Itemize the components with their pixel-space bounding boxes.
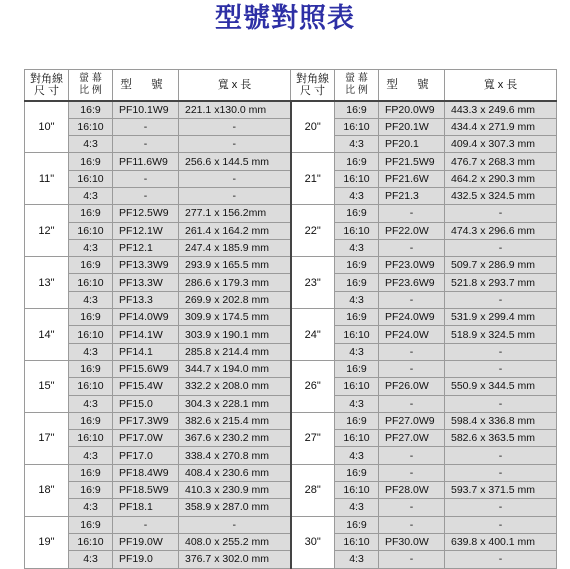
ratio-cell: 16:9	[335, 153, 379, 170]
model-cell: PF19.0	[113, 551, 179, 568]
model-cell: FP20.0W9	[379, 101, 445, 118]
dimensions-cell: 293.9 x 165.5 mm	[179, 257, 291, 274]
ratio-cell: 16:9	[335, 274, 379, 291]
ratio-cell: 16:10	[69, 222, 113, 239]
ratio-cell: 16:9	[69, 101, 113, 118]
model-cell: PF23.0W9	[379, 257, 445, 274]
header-ratio-right: 螢 幕 比 例	[335, 70, 379, 102]
model-cell: PF24.0W	[379, 326, 445, 343]
model-cell: -	[379, 551, 445, 568]
model-cell: PF21.5W9	[379, 153, 445, 170]
header-model-right: 型 號	[379, 70, 445, 102]
dimensions-cell: -	[445, 464, 557, 481]
ratio-cell: 16:10	[335, 118, 379, 135]
model-cell: PF18.1	[113, 499, 179, 516]
model-cell: PF27.0W	[379, 430, 445, 447]
model-cell: PF20.1W	[379, 118, 445, 135]
model-cell: -	[113, 136, 179, 153]
dimensions-cell: 509.7 x 286.9 mm	[445, 257, 557, 274]
dimensions-cell: 593.7 x 371.5 mm	[445, 482, 557, 499]
ratio-cell: 16:10	[69, 430, 113, 447]
dimensions-cell: 550.9 x 344.5 mm	[445, 378, 557, 395]
dimensions-cell: 518.9 x 324.5 mm	[445, 326, 557, 343]
model-cell: PF13.3W9	[113, 257, 179, 274]
ratio-cell: 4:3	[335, 291, 379, 308]
ratio-cell: 16:9	[69, 257, 113, 274]
model-cell: -	[113, 187, 179, 204]
model-cell: PF28.0W	[379, 482, 445, 499]
ratio-cell: 16:10	[69, 326, 113, 343]
ratio-cell: 16:10	[335, 222, 379, 239]
ratio-cell: 16:9	[69, 360, 113, 377]
ratio-cell: 4:3	[335, 551, 379, 568]
dimensions-cell: -	[445, 205, 557, 222]
model-cell: PF13.3W	[113, 274, 179, 291]
model-cell: -	[379, 464, 445, 481]
size-cell: 21"	[291, 153, 335, 205]
model-cell: -	[113, 170, 179, 187]
size-cell: 14"	[25, 309, 69, 361]
model-cell: PF21.6W	[379, 170, 445, 187]
model-cell: PF13.3	[113, 291, 179, 308]
size-cell: 18"	[25, 464, 69, 516]
size-cell: 13"	[25, 257, 69, 309]
dimensions-cell: -	[445, 343, 557, 360]
model-cell: -	[379, 395, 445, 412]
ratio-cell: 16:9	[335, 516, 379, 533]
ratio-cell: 16:9	[69, 205, 113, 222]
ratio-cell: 16:10	[335, 533, 379, 550]
model-cell: PF14.0W9	[113, 309, 179, 326]
ratio-cell: 4:3	[69, 239, 113, 256]
dimensions-cell: 432.5 x 324.5 mm	[445, 187, 557, 204]
dimensions-cell: -	[445, 551, 557, 568]
ratio-cell: 16:10	[69, 118, 113, 135]
ratio-cell: 4:3	[335, 239, 379, 256]
model-cell: PF22.0W	[379, 222, 445, 239]
ratio-cell: 4:3	[69, 343, 113, 360]
header-ratio: 螢 幕 比 例	[69, 70, 113, 102]
model-cell: PF15.4W	[113, 378, 179, 395]
dimensions-cell: 434.4 x 271.9 mm	[445, 118, 557, 135]
model-cell: PF26.0W	[379, 378, 445, 395]
ratio-cell: 16:9	[335, 412, 379, 429]
dimensions-cell: 408.4 x 230.6 mm	[179, 464, 291, 481]
ratio-cell: 16:9	[335, 101, 379, 118]
model-cell: PF14.1W	[113, 326, 179, 343]
dimensions-cell: -	[179, 170, 291, 187]
ratio-cell: 16:9	[335, 360, 379, 377]
ratio-cell: 4:3	[335, 395, 379, 412]
header-row	[25, 70, 557, 102]
table-row	[25, 309, 557, 326]
header-size: 對角線 尺 寸	[25, 70, 69, 102]
ratio-cell: 16:10	[335, 430, 379, 447]
model-cell: PF27.0W9	[379, 412, 445, 429]
model-cell: -	[379, 516, 445, 533]
model-cell: PF19.0W	[113, 533, 179, 550]
dimensions-cell: 304.3 x 228.1 mm	[179, 395, 291, 412]
ratio-cell: 16:9	[335, 464, 379, 481]
ratio-cell: 4:3	[69, 447, 113, 464]
ratio-cell: 16:10	[69, 378, 113, 395]
ratio-cell: 16:9	[335, 257, 379, 274]
model-cell: PF15.6W9	[113, 360, 179, 377]
size-cell: 20"	[291, 101, 335, 153]
table-row	[25, 257, 557, 274]
size-cell: 10"	[25, 101, 69, 153]
ratio-cell: 16:9	[335, 205, 379, 222]
dimensions-cell: 443.3 x 249.6 mm	[445, 101, 557, 118]
dimensions-cell: -	[179, 187, 291, 204]
ratio-cell: 16:10	[335, 482, 379, 499]
dimensions-cell: 410.3 x 230.9 mm	[179, 482, 291, 499]
table-row	[25, 101, 557, 118]
table-row	[25, 153, 557, 170]
dimensions-cell: 303.9 x 190.1 mm	[179, 326, 291, 343]
dimensions-cell: 476.7 x 268.3 mm	[445, 153, 557, 170]
header-model: 型 號	[113, 70, 179, 102]
dimensions-cell: 256.6 x 144.5 mm	[179, 153, 291, 170]
dimensions-cell: 531.9 x 299.4 mm	[445, 309, 557, 326]
model-cell: PF18.5W9	[113, 482, 179, 499]
table-row	[25, 516, 557, 533]
size-cell: 30"	[291, 516, 335, 568]
ratio-cell: 16:9	[69, 482, 113, 499]
dimensions-cell: 408.0 x 255.2 mm	[179, 533, 291, 550]
dimensions-cell: 338.4 x 270.8 mm	[179, 447, 291, 464]
ratio-cell: 16:10	[69, 533, 113, 550]
dimensions-cell: 582.6 x 363.5 mm	[445, 430, 557, 447]
dimensions-cell: 367.6 x 230.2 mm	[179, 430, 291, 447]
size-cell: 28"	[291, 464, 335, 516]
model-cell: PF17.3W9	[113, 412, 179, 429]
dimensions-cell: -	[445, 360, 557, 377]
dimensions-cell: 285.8 x 214.4 mm	[179, 343, 291, 360]
ratio-cell: 16:10	[335, 170, 379, 187]
header-dimensions: 寬 x 長	[179, 70, 291, 102]
ratio-cell: 4:3	[335, 447, 379, 464]
model-cell: PF23.6W9	[379, 274, 445, 291]
table-body	[25, 101, 557, 568]
dimensions-cell: 376.7 x 302.0 mm	[179, 551, 291, 568]
size-cell: 23"	[291, 257, 335, 309]
model-cell: PF15.0	[113, 395, 179, 412]
model-cell: -	[113, 516, 179, 533]
table-row	[25, 412, 557, 429]
dimensions-cell: 309.9 x 174.5 mm	[179, 309, 291, 326]
table-row	[25, 464, 557, 481]
dimensions-cell: -	[179, 118, 291, 135]
size-cell: 11"	[25, 153, 69, 205]
size-cell: 27"	[291, 412, 335, 464]
header-dimensions-right: 寬 x 長	[445, 70, 557, 102]
model-cell: PF21.3	[379, 187, 445, 204]
ratio-cell: 16:9	[69, 412, 113, 429]
dimensions-cell: 598.4 x 336.8 mm	[445, 412, 557, 429]
model-cell: PF17.0W	[113, 430, 179, 447]
dimensions-cell: -	[179, 516, 291, 533]
page-title: 型號對照表	[215, 3, 355, 34]
dimensions-cell: 221.1 x130.0 mm	[179, 101, 291, 118]
dimensions-cell: 464.2 x 290.3 mm	[445, 170, 557, 187]
dimensions-cell: -	[445, 239, 557, 256]
header-size-right: 對角線 尺 寸	[291, 70, 335, 102]
dimensions-cell: 261.4 x 164.2 mm	[179, 222, 291, 239]
model-cell: PF30.0W	[379, 533, 445, 550]
dimensions-cell: 409.4 x 307.3 mm	[445, 136, 557, 153]
dimensions-cell: 332.2 x 208.0 mm	[179, 378, 291, 395]
ratio-cell: 4:3	[69, 187, 113, 204]
size-cell: 22"	[291, 205, 335, 257]
model-cell: PF10.1W9	[113, 101, 179, 118]
model-cell: PF20.1	[379, 136, 445, 153]
ratio-cell: 16:10	[335, 326, 379, 343]
dimensions-cell: 247.4 x 185.9 mm	[179, 239, 291, 256]
model-cell: PF12.5W9	[113, 205, 179, 222]
model-cell: PF12.1	[113, 239, 179, 256]
dimensions-cell: -	[445, 499, 557, 516]
ratio-cell: 16:9	[69, 516, 113, 533]
model-comparison-table	[24, 69, 557, 569]
model-cell: -	[379, 239, 445, 256]
dimensions-cell: 474.3 x 296.6 mm	[445, 222, 557, 239]
model-cell: -	[379, 205, 445, 222]
dimensions-cell: -	[445, 291, 557, 308]
ratio-cell: 4:3	[69, 136, 113, 153]
ratio-cell: 4:3	[69, 499, 113, 516]
model-cell: -	[379, 447, 445, 464]
ratio-cell: 16:10	[69, 274, 113, 291]
ratio-cell: 16:9	[69, 309, 113, 326]
dimensions-cell: 277.1 x 156.2mm	[179, 205, 291, 222]
dimensions-cell: -	[179, 136, 291, 153]
model-cell: -	[379, 499, 445, 516]
model-cell: PF12.1W	[113, 222, 179, 239]
model-cell: -	[113, 118, 179, 135]
size-cell: 12"	[25, 205, 69, 257]
model-cell: PF14.1	[113, 343, 179, 360]
dimensions-cell: 382.6 x 215.4 mm	[179, 412, 291, 429]
ratio-cell: 16:9	[335, 309, 379, 326]
dimensions-cell: 344.7 x 194.0 mm	[179, 360, 291, 377]
model-cell: PF11.6W9	[113, 153, 179, 170]
model-cell: -	[379, 291, 445, 308]
dimensions-cell: 269.9 x 202.8 mm	[179, 291, 291, 308]
ratio-cell: 16:10	[335, 378, 379, 395]
model-cell: PF24.0W9	[379, 309, 445, 326]
dimensions-cell: 358.9 x 287.0 mm	[179, 499, 291, 516]
model-cell: PF17.0	[113, 447, 179, 464]
dimensions-cell: 639.8 x 400.1 mm	[445, 533, 557, 550]
size-cell: 15"	[25, 360, 69, 412]
ratio-cell: 16:10	[69, 170, 113, 187]
dimensions-cell: 286.6 x 179.3 mm	[179, 274, 291, 291]
ratio-cell: 4:3	[69, 551, 113, 568]
ratio-cell: 4:3	[335, 343, 379, 360]
size-cell: 17"	[25, 412, 69, 464]
model-cell: -	[379, 360, 445, 377]
ratio-cell: 16:9	[69, 153, 113, 170]
ratio-cell: 4:3	[69, 291, 113, 308]
table-row	[25, 360, 557, 377]
table-row	[25, 205, 557, 222]
ratio-cell: 4:3	[69, 395, 113, 412]
size-cell: 26"	[291, 360, 335, 412]
dimensions-cell: 521.8 x 293.7 mm	[445, 274, 557, 291]
model-cell: -	[379, 343, 445, 360]
model-cell: PF18.4W9	[113, 464, 179, 481]
ratio-cell: 4:3	[335, 136, 379, 153]
dimensions-cell: -	[445, 516, 557, 533]
size-cell: 19"	[25, 516, 69, 568]
ratio-cell: 4:3	[335, 499, 379, 516]
dimensions-cell: -	[445, 447, 557, 464]
ratio-cell: 16:9	[69, 464, 113, 481]
size-cell: 24"	[291, 309, 335, 361]
ratio-cell: 4:3	[335, 187, 379, 204]
dimensions-cell: -	[445, 395, 557, 412]
